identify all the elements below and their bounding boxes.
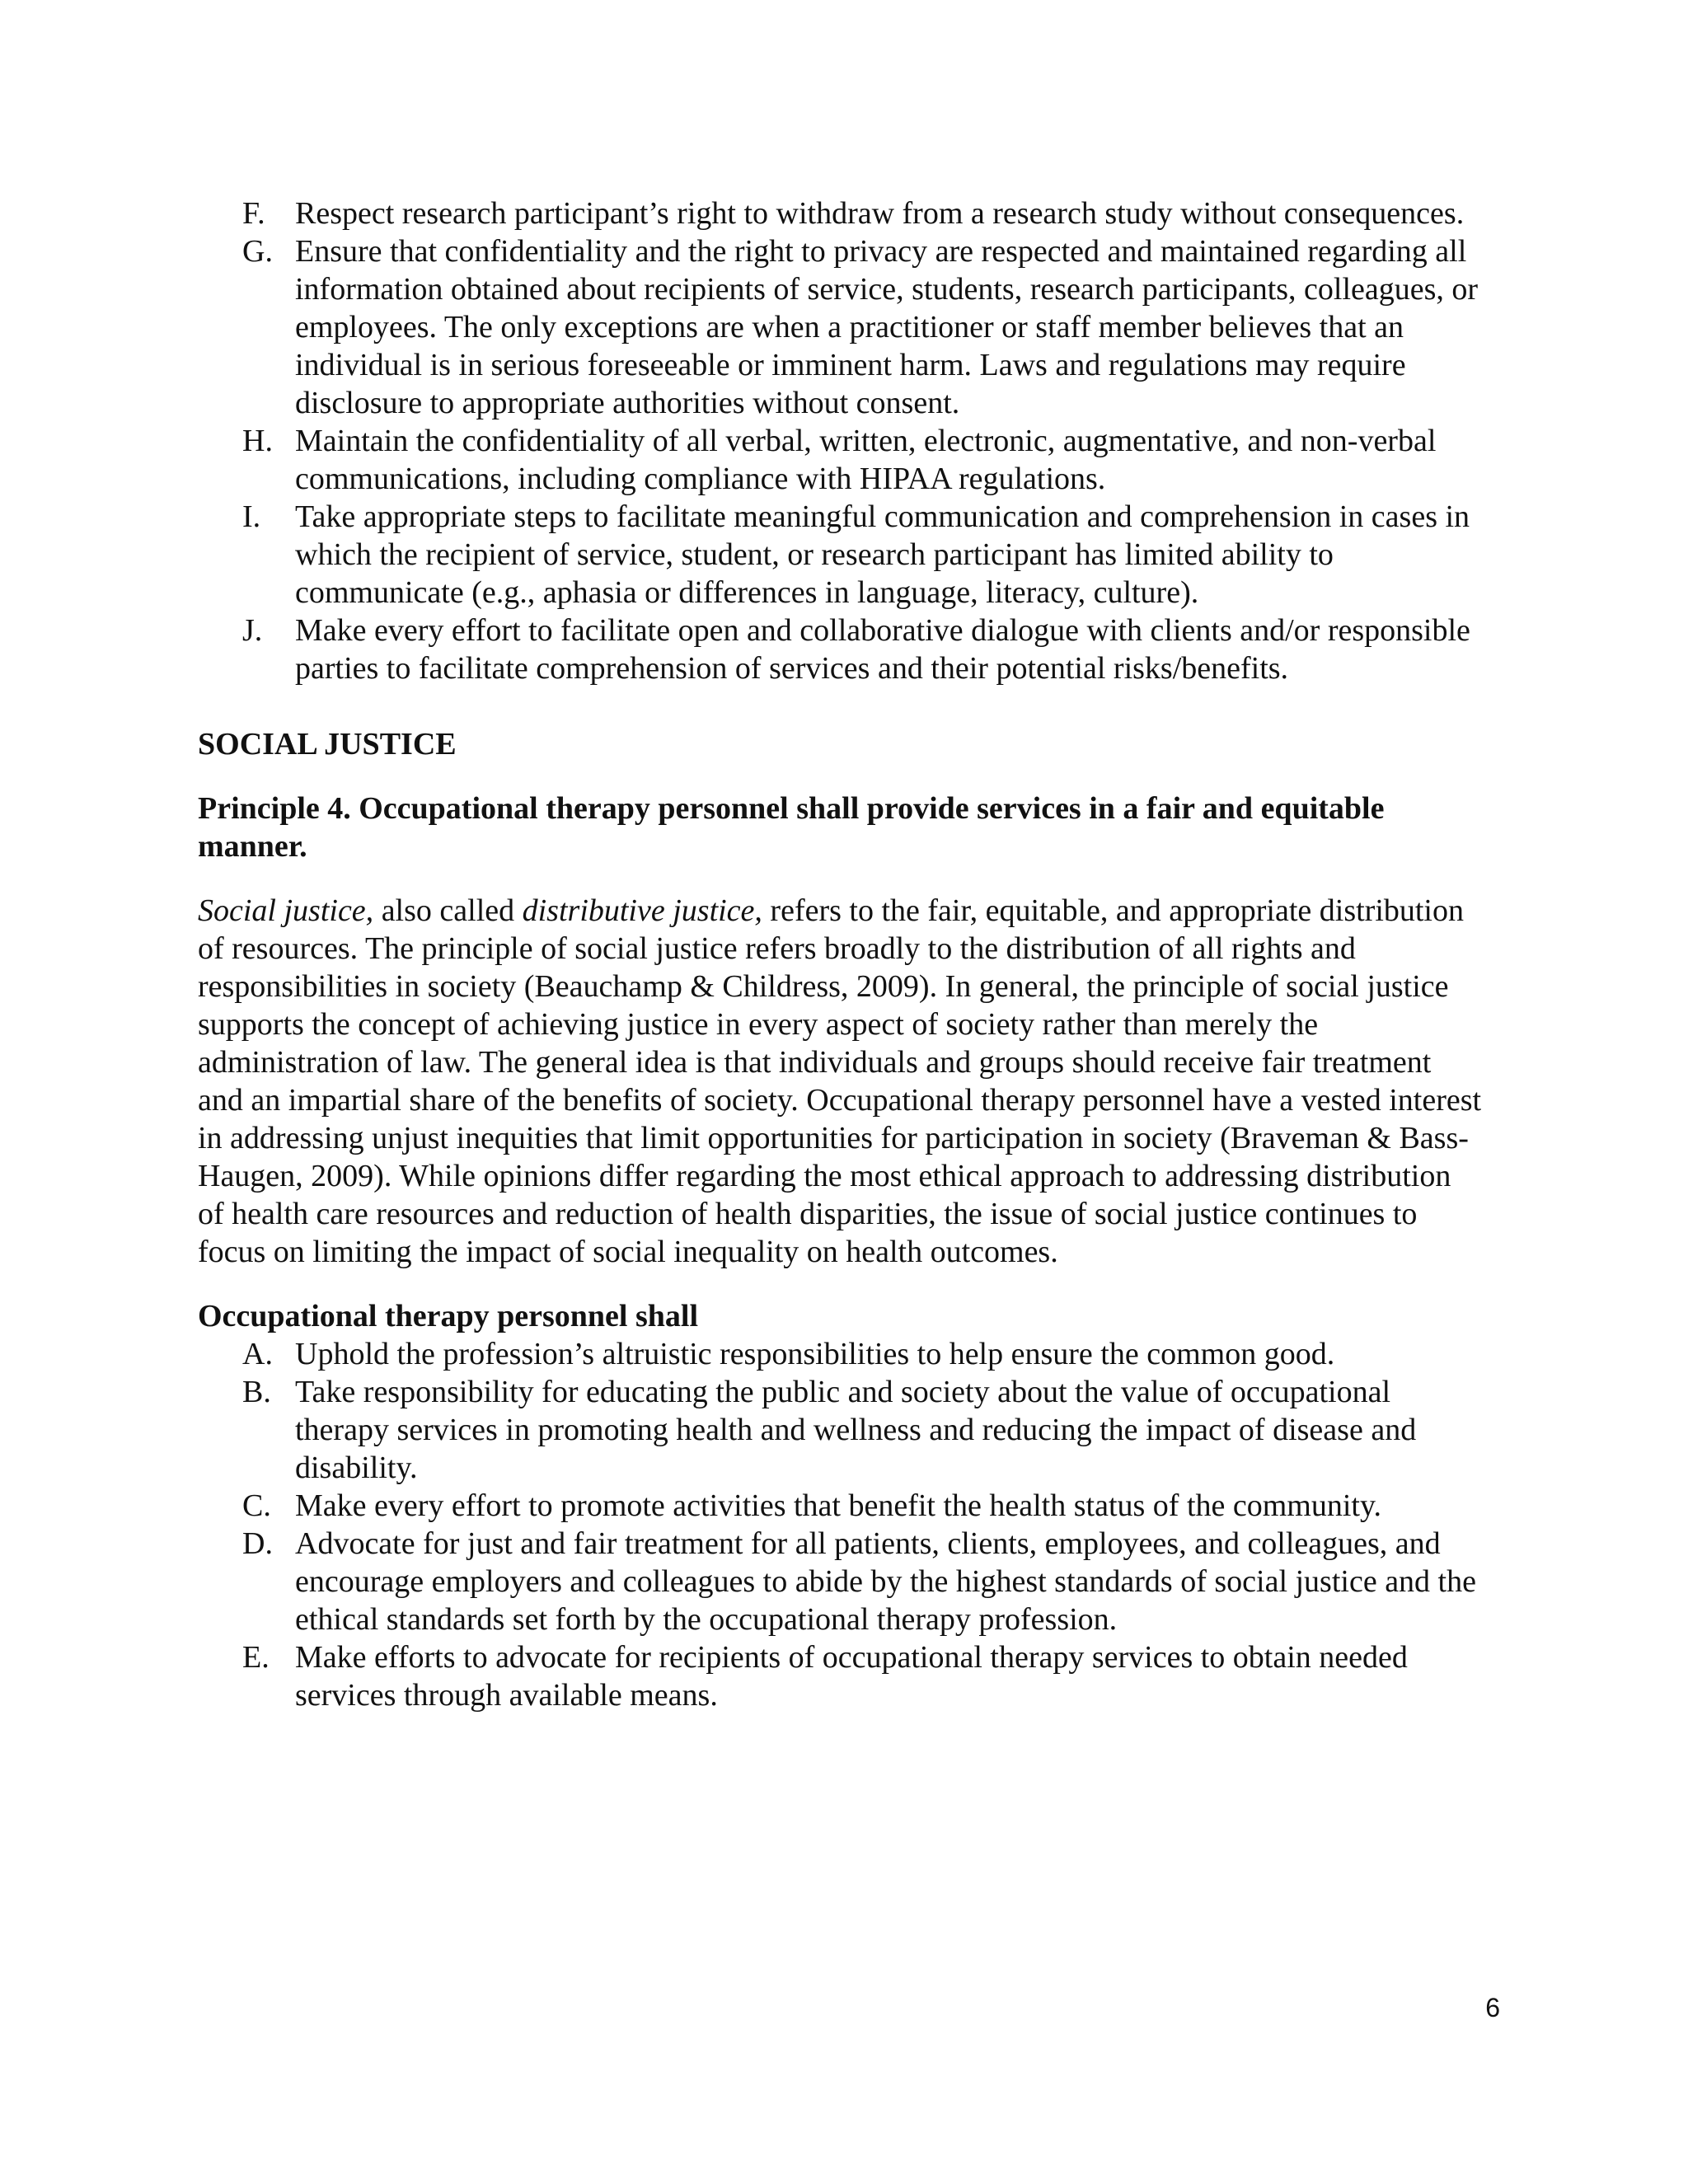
list-item-letter: C.: [242, 1488, 271, 1523]
list-item: [198, 422, 1484, 498]
page-number: 6: [1485, 1993, 1500, 2022]
term-distributive-justice: distributive justice,: [522, 893, 762, 928]
subsection-heading: Occupational therapy personnel shall: [198, 1299, 698, 1333]
list-top: [198, 194, 1484, 687]
list-item-letter: I.: [242, 499, 261, 534]
list-item-text: Advocate for just and fair treatment for all patients, clients, employees, and colleagues, and encourage employers and colleagues to abide by the highest standards of social justice and the ethical standards set forth by the occupational therapy profession.: [295, 1526, 1476, 1637]
list-item: [198, 1638, 1484, 1714]
list-item-letter: F.: [242, 196, 265, 231]
list-item: [198, 194, 1484, 232]
paragraph-connector: also called: [373, 893, 523, 928]
list-item-text: Ensure that confidentiality and the right to privacy are respected and maintained regarding all information obtained about recipients of service, students, research participants, colleagues, or employees. The only exceptions are when a practitioner or staff member believes that an individual is in serious foreseeable or imminent harm. Laws and regulations may require disclosure to appropriate authorities without consent.: [295, 234, 1479, 420]
list-item-letter: B.: [242, 1375, 271, 1409]
list-item-letter: E.: [242, 1640, 270, 1675]
list-item-text: Uphold the profession’s altruistic responsibilities to help ensure the common good.: [295, 1337, 1335, 1371]
list-item-text: Make every effort to promote activities that benefit the health status of the community.: [295, 1488, 1381, 1523]
section-heading: SOCIAL JUSTICE: [198, 727, 457, 762]
list-item-letter: A.: [242, 1337, 273, 1371]
list-item-letter: G.: [242, 234, 273, 269]
list-item: [198, 1335, 1484, 1373]
body-paragraph: [198, 892, 1484, 1271]
list-item-text: Make efforts to advocate for recipients of occupational therapy services to obtain needed services through available means.: [295, 1640, 1408, 1713]
list-item: [198, 232, 1484, 422]
list-item-text: Make every effort to facilitate open and collaborative dialogue with clients and/or responsible parties to facilitate comprehension of services and their potential risks/benefits.: [295, 613, 1470, 686]
list-item: [198, 1487, 1484, 1525]
list-item-text: Take responsibility for educating the public and society about the value of occupational therapy services in promoting health and wellness and reducing the impact of disease and disability.: [295, 1375, 1417, 1485]
list-item: [198, 1525, 1484, 1638]
list-item-text: Take appropriate steps to facilitate meaningful communication and comprehension in cases in which the recipient of service, student, or research participant has limited ability to communicate (e.g., aphasia or differences in language, literacy, culture).: [295, 499, 1470, 610]
list-item-letter: J.: [242, 613, 263, 648]
term-social-justice: Social justice,: [198, 893, 374, 928]
principle-statement: Principle 4. Occupational therapy personnel shall provide services in a fair and equitable manner.: [198, 791, 1385, 864]
list-item: [198, 612, 1484, 687]
list-item: [198, 1373, 1484, 1487]
list-item: [198, 498, 1484, 612]
document-page: [198, 194, 1484, 1714]
list-item-letter: H.: [242, 424, 273, 458]
list-item-text: Maintain the confidentiality of all verbal, written, electronic, augmentative, and non-verbal communications, including compliance with HIPAA regulations.: [295, 424, 1437, 496]
list-bottom: [198, 1335, 1484, 1714]
list-item-letter: D.: [242, 1526, 273, 1561]
paragraph-body: refers to the fair, equitable, and appropriate distribution of resources. The principle of social justice refers broadly to the distribution of all rights and responsibilities in society (Beauchamp & Childress, 2009). In general, the principle of social justice supports the concept of achieving justice in every aspect of society rather than merely the administration of law. The general idea is that individuals and groups should receive fair treatment and an impartial share of the benefits of society. Occupational therapy personnel have a vested interest in addressing unjust inequities that limit opportunities for participation in society (Braveman & Bass-Haugen, 2009). While opinions differ regarding the most ethical approach to addressing distribution of health care resources and reduction of health disparities, the issue of social justice continues to focus on limiting the impact of social inequality on health outcomes.: [198, 893, 1482, 1269]
list-item-text: Respect research participant’s right to withdraw from a research study without consequences.: [295, 196, 1465, 231]
